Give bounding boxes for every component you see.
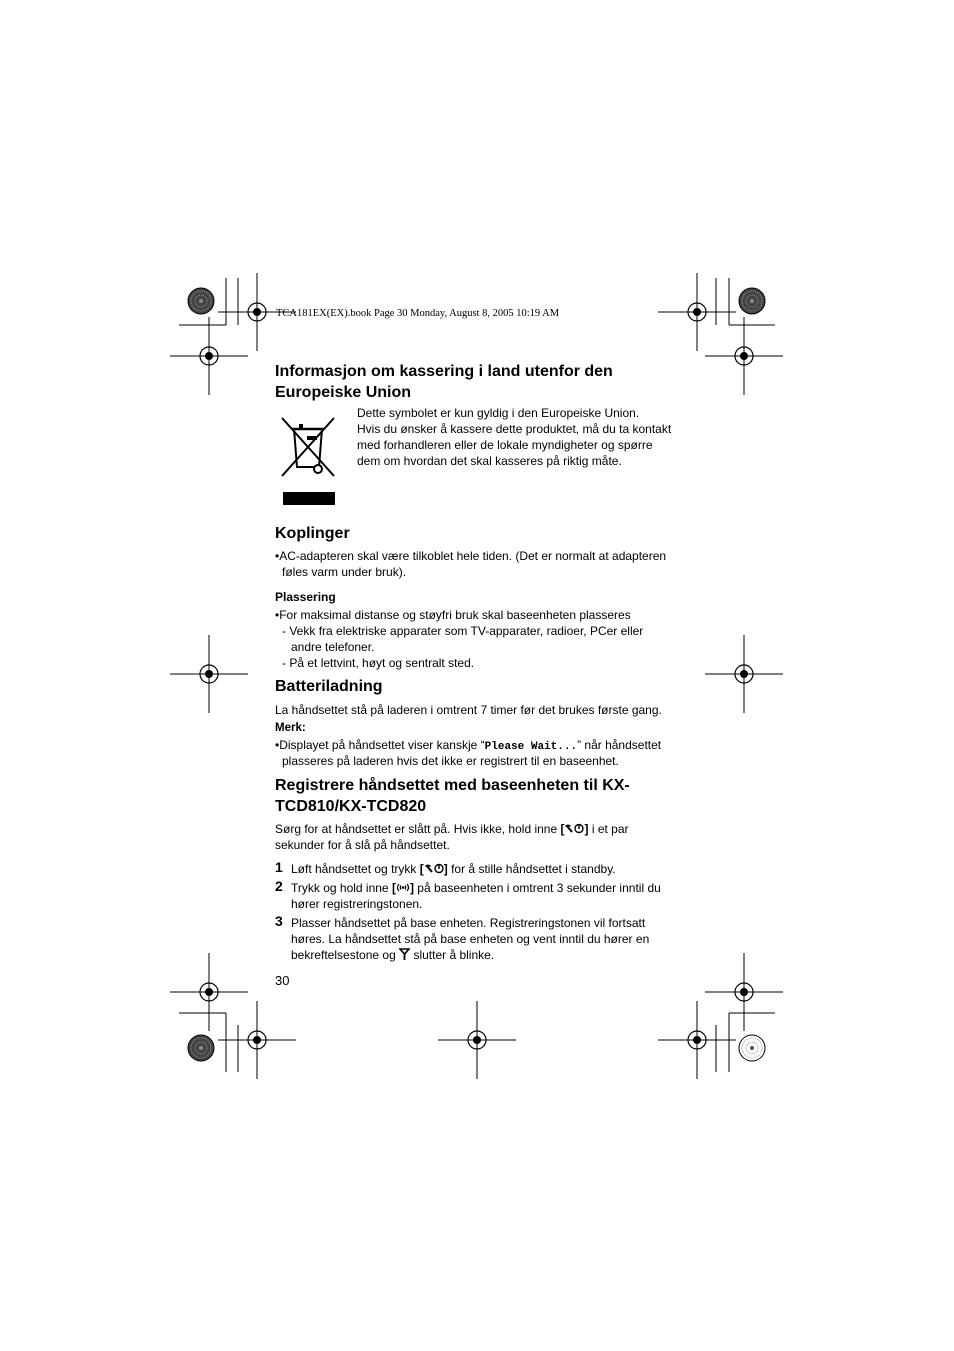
disposal-text-line4: dem om hvordan det skal kasseres på riktig måte. [357, 454, 622, 468]
register-intro-line1 [275, 821, 629, 837]
step-3-post: slutter å blinke. [413, 948, 495, 962]
connections-bullet-line1: AC-adapteren skal være tilkoblet hele tiden. (Det er normalt at adapteren [279, 549, 667, 563]
connections-bullet-line2: føles varm under bruk). [282, 565, 407, 579]
battery-text: La håndsettet stå på laderen i omtrent 7 timer før det brukes første gang. [275, 703, 662, 717]
battery-title: Batteriladning [275, 678, 383, 695]
step-3-line2: høres. La håndsettet stå på base enheten og vent inntil du hører en [291, 932, 650, 946]
off-power-key-icon-step1: [ ] [419, 862, 448, 876]
placement-bullet: •For maksimal distanse og støyfri bruk skal baseenheten plasseres [275, 608, 631, 622]
connections-bullet: •AC-adapteren skal være tilkoblet hele tiden. (Det er normalt at adapteren [275, 549, 667, 563]
step-1-number: 1 [275, 859, 283, 875]
disposal-title-line1: Informasjon om kassering i land utenfor den [275, 363, 613, 380]
step-3-number: 3 [275, 913, 283, 929]
note-line2: plasseres på laderen hvis det ikke er registrert til en baseenhet. [282, 754, 619, 768]
placement-dash-2: - På et lettvint, høyt og sentralt sted. [282, 656, 475, 670]
step-1-post: for å stille håndsettet i standby. [451, 862, 616, 876]
disposal-text-line3: med forhandleren eller de lokale myndigheter og spørre [357, 438, 653, 452]
step-2-line2: hører registreringstonen. [291, 897, 423, 911]
register-intro-post: i et par [591, 822, 629, 836]
register-intro-pre: Sørg for at håndsettet er slått på. Hvis ikke, hold inne [275, 822, 558, 836]
step-2-number: 2 [275, 878, 283, 894]
antenna-icon [399, 948, 410, 960]
register-intro-line2: sekunder for å slå på håndsettet. [275, 838, 450, 852]
disposal-title-line2: Europeiske Union [275, 384, 412, 401]
placement-bullet-text: For maksimal distanse og støyfri bruk skal baseenheten plasseres [279, 608, 631, 622]
step-3-line1: Plasser håndsettet på base enheten. Registreringstonen vil fortsatt [291, 916, 646, 930]
disposal-text-line1: Dette symbolet er kun gyldig i den Europeiske Union. [357, 406, 640, 420]
step-2-post: på baseenheten i omtrent 3 sekunder inntil du [417, 881, 661, 895]
note-label: Merk: [275, 722, 306, 734]
note-line1-pre: Displayet på håndsettet viser kanskje “ [279, 738, 485, 752]
register-title-line1: Registrere håndsettet med baseenheten til KX- [275, 777, 630, 794]
placement-dash-1-line2: andre telefoner. [291, 640, 375, 654]
step-3-pre: bekreftelsestone og [291, 948, 396, 962]
off-power-key-icon: [ ] [560, 822, 589, 836]
disposal-text-line2: Hvis du ønsker å kassere dette produktet, må du ta kontakt [357, 422, 672, 436]
crossed-out-wheelie-bin-icon [278, 414, 338, 508]
book-header: TCA181EX(EX).book Page 30 Monday, August 8, 2005 10:19 AM [276, 308, 560, 319]
step-1-line1 [291, 861, 616, 877]
placement-dash-1: - Vekk fra elektriske apparater som TV-apparater, radioer, PCer eller [282, 624, 644, 638]
register-title-line2: TCD810/KX-TCD820 [275, 798, 427, 815]
connections-title: Koplinger [275, 525, 350, 542]
placement-dash-1-text: Vekk fra elektriske apparater som TV-apparater, radioer, PCer eller [289, 624, 644, 638]
note-line1: •Displayet på håndsettet viser kanskje “Please Wait...” når håndsettet [275, 738, 662, 753]
step-1-pre: Løft håndsettet og trykk [291, 862, 417, 876]
display-text-please-wait: Please Wait... [484, 741, 578, 753]
step-2-pre: Trykk og hold inne [291, 881, 389, 895]
step-2-line1 [291, 880, 661, 896]
note-line1-post: ” når håndsettet [577, 738, 662, 752]
locator-key-icon: [ ] [391, 881, 414, 895]
placement-subtitle: Plassering [275, 590, 336, 604]
page-number: 30 [275, 973, 290, 988]
step-3-line3 [291, 947, 494, 963]
placement-dash-2-text: På et lettvint, høyt og sentralt sted. [289, 656, 475, 670]
